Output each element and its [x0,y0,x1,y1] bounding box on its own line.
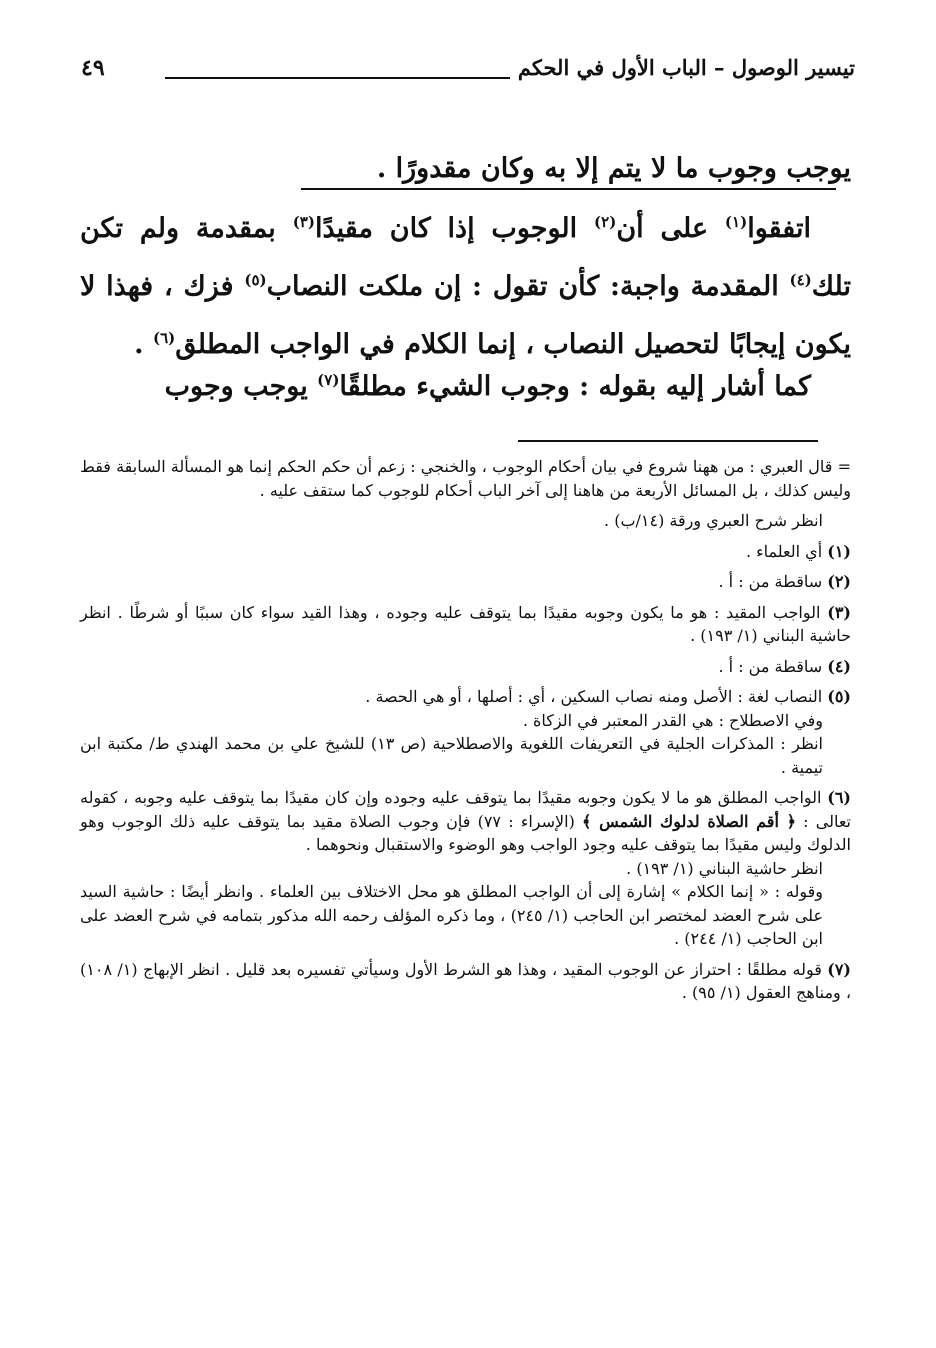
footnote-5 [80,685,851,779]
footnote-4 [80,655,851,679]
matn-line: يوجب وجوب ما لا يتم إلا به وكان مقدورًا . [376,153,851,184]
text-segment: المقدمة واجبة: كأن تقول : إن ملكت النصاب [266,271,790,302]
text-segment: كما أشار إليه بقوله : وجوب الشيء مطلقًا [339,371,811,402]
footnote-7 [80,958,851,1005]
footnote-text: الواجب المطلق هو ما لا يكون وجوبه مقيدًا بما يتوقف عليه وجوده وإن كان مقيدًا بما يتوقف عليه وجوبه ، كقوله تعالى : [80,788,852,831]
footnotes [80,455,851,1012]
header-rule [165,77,510,79]
text-segment: فزك ، فهذا لا يكون إيجابًا لتحصيل النصاب ، إنما الكلام في الواجب المطلق [80,271,851,360]
footnote-number: (٣) [827,602,851,622]
footnote-marker-5: (٥) [244,271,267,289]
footnote-intro-ref-text: انظر شرح العبري ورقة (١٤/ب) . [604,511,823,530]
footnote-text-line: وقوله : « إنما الكلام » إشارة إلى أن الواجب المطلق هو محل الاختلاف بين العلماء . وانظر أيضًا : حاشية السيد على شرح العضد لمختصر ابن الحاجب (١/ ٢٤٥) ، وما ذكره المؤلف رحمه الله مذكور بتمامه في شرح العضد على ابن الحاجب (١/ ٢٤٤) . [80,882,824,948]
text-segment: الوجوب إذا كان مقيدًا [314,213,595,244]
quran-verse: ﴿ أقم الصلاة لدلوك الشمس ﴾ [582,811,796,831]
footnote-3 [80,601,851,648]
footnote-text-line: وفي الاصطلاح : هي القدر المعتبر في الزكاة . [522,710,823,730]
footnote-6 [80,786,851,951]
footnote-marker-2: (٢) [594,213,617,231]
footnote-marker-3: (٣) [292,213,315,231]
footnote-text: قوله مطلقًا : احتراز عن الوجوب المقيد ، وهذا هو الشرط الأول وسيأتي تفسيره بعد قليل . انظر الإبهاج (١/ ١٠٨) ، ومناهج العقول (١/ ٩٥) . [80,959,851,1002]
footnote-intro-text: = قال العبري : من ههنا شروع في بيان أحكام الوجوب ، والخنجي : زعم أن حكم الحكم إنما هو المسألة السابقة فقط وليس كذلك ، بل المسائل الأربعة من هاهنا إلى آخر الباب أحكام للوجوب كما ستقف عليه . [80,457,851,500]
main-paragraph-2 [80,358,851,416]
footnote-text: ساقطة من : أ . [718,572,823,591]
footnote-marker-4: (٤) [789,271,812,289]
text-segment: بمقدمة ولم تكن تلك [80,213,851,302]
footnote-number: (١) [827,541,851,561]
text-segment: اتفقوا [747,213,811,244]
text-segment: على أن [616,213,725,244]
footnote-number: (٧) [827,959,851,979]
page-header [75,55,855,95]
text-segment: . [134,329,153,360]
footnote-text: الواجب المقيد : هو ما يكون وجوبه مقيدًا بما يتوقف عليه وجوده ، وهذا القيد سواء كان سببًا أو شرطًا . انظر حاشية البناني (١/ ١٩٣) . [80,602,851,645]
footnote-marker-6: (٦) [152,329,176,347]
footnote-text: أي العلماء . [745,541,823,561]
footnote-number: (٦) [827,788,851,807]
footnote-text: ساقطة من : أ . [718,656,823,676]
footnote-intro [80,455,851,502]
text-segment: يوجب وجوب [164,371,318,402]
footnote-marker-7: (٧) [317,371,340,389]
running-title: تيسير الوصول – الباب الأول في الحكم [517,55,855,80]
footnote-text-line: انظر : المذكرات الجلية في التعريفات اللغوية والاصطلاحية (ص ١٣) للشيخ علي بن محمد الهندي ط/ مكتبة ابن تيمية . [80,734,823,777]
page-number: ٤٩ [81,55,105,81]
footnote-intro-ref [80,509,851,533]
matn-underline [301,188,836,190]
footnote-number: (٥) [827,687,851,706]
footnote-text-line: انظر حاشية البناني (١/ ١٩٣) . [626,858,823,878]
footnote-number: (٤) [827,656,851,676]
footnote-separator [518,440,818,442]
main-paragraph-1 [80,200,851,374]
footnote-1 [80,540,851,564]
footnote-text: النصاب لغة : الأصل ومنه نصاب السكين ، أي : أصلها ، أو هي الحصة . [365,687,823,706]
footnote-text: (الإسراء : ٧٧) فإن وجوب الصلاة مقيد بما يتوقف عليه ذلك الوجوب وهو الدلوك وليس مقيدًا بما يتوقف عليه وجود الواجب وهو الوضوء والاستقبال ونحوهما . [80,811,851,854]
footnote-marker-1: (١) [724,213,748,231]
footnote-2 [80,570,851,594]
footnote-number: (٢) [827,572,851,591]
